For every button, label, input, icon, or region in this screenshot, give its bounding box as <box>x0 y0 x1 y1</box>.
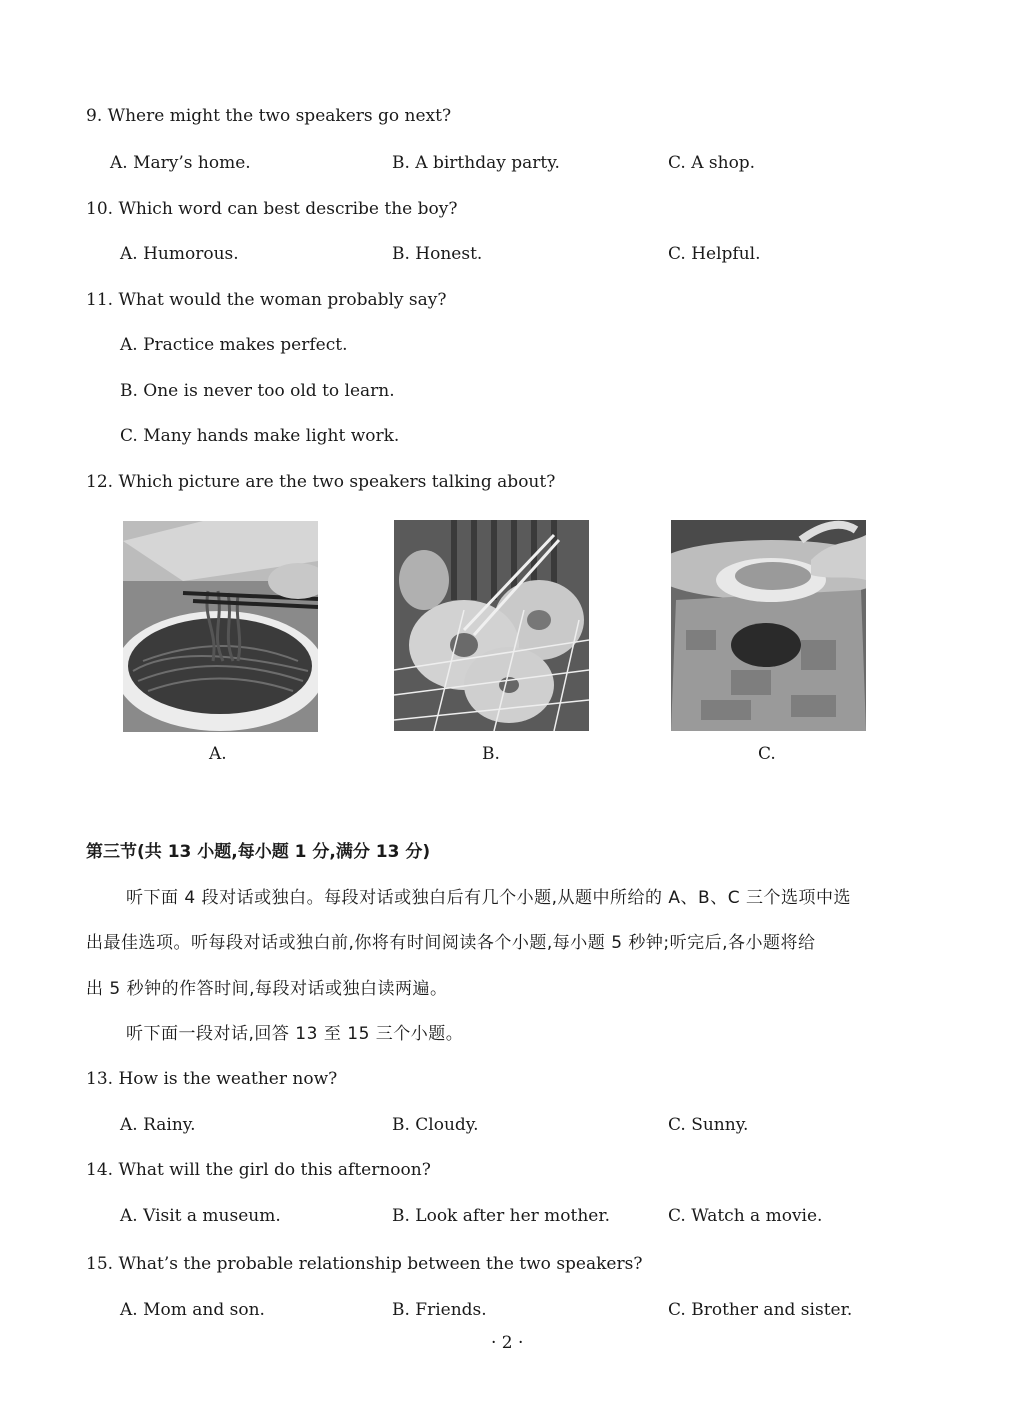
picture-a-noodles <box>123 521 318 732</box>
question-11-option-a: A. Practice makes perfect. <box>120 335 348 355</box>
question-11-stem: 11. What would the woman probably say? <box>86 290 447 310</box>
question-15-option-b: B. Friends. <box>392 1300 487 1320</box>
question-14-option-a: A. Visit a museum. <box>120 1206 281 1226</box>
question-14-option-c: C. Watch a movie. <box>668 1206 823 1226</box>
question-11-option-c: C. Many hands make light work. <box>120 426 400 446</box>
question-9-option-a: A. Mary’s home. <box>110 153 251 173</box>
picture-b-bagels <box>394 520 589 731</box>
question-10-option-a: A. Humorous. <box>120 244 239 264</box>
question-9-stem: 9. Where might the two speakers go next? <box>86 106 452 126</box>
question-15-option-a: A. Mom and son. <box>120 1300 265 1320</box>
section-3-instruction-line-2: 出最佳选项。听每段对话或独白前,你将有时间阅读各个小题,每小题 5 秒钟;听完后,各小题将给 <box>86 933 816 953</box>
question-9-option-c: C. A shop. <box>668 153 756 173</box>
question-15-stem: 15. What’s the probable relationship between the two speakers? <box>86 1254 643 1274</box>
question-11-option-b: B. One is never too old to learn. <box>120 381 395 401</box>
section-3-title: 第三节(共 13 小题,每小题 1 分,满分 13 分) <box>86 842 431 862</box>
picture-c-pancake <box>671 520 866 731</box>
section-3-instruction-line-3: 出 5 秒钟的作答时间,每段对话或独白读两遍。 <box>86 979 448 999</box>
picture-c-caption: C. <box>758 744 776 764</box>
section-3-instruction-line-1: 听下面 4 段对话或独白。每段对话或独白后有几个小题,从题中所给的 A、B、C 三个选项中选 <box>126 888 851 908</box>
question-10-stem: 10. Which word can best describe the boy? <box>86 199 458 219</box>
picture-a-caption: A. <box>209 744 227 764</box>
question-15-option-c: C. Brother and sister. <box>668 1300 853 1320</box>
question-10-option-b: B. Honest. <box>392 244 483 264</box>
dialogue-intro: 听下面一段对话,回答 13 至 15 三个小题。 <box>126 1024 464 1044</box>
question-13-option-a: A. Rainy. <box>120 1115 196 1135</box>
question-13-option-c: C. Sunny. <box>668 1115 749 1135</box>
picture-b-caption: B. <box>482 744 500 764</box>
question-14-option-b: B. Look after her mother. <box>392 1206 611 1226</box>
question-13-stem: 13. How is the weather now? <box>86 1069 338 1089</box>
question-13-option-b: B. Cloudy. <box>392 1115 479 1135</box>
question-14-stem: 14. What will the girl do this afternoon? <box>86 1160 431 1180</box>
question-9-option-b: B. A birthday party. <box>392 153 560 173</box>
question-12-stem: 12. Which picture are the two speakers talking about? <box>86 472 556 492</box>
page-number: · 2 · <box>491 1333 524 1353</box>
question-10-option-c: C. Helpful. <box>668 244 761 264</box>
